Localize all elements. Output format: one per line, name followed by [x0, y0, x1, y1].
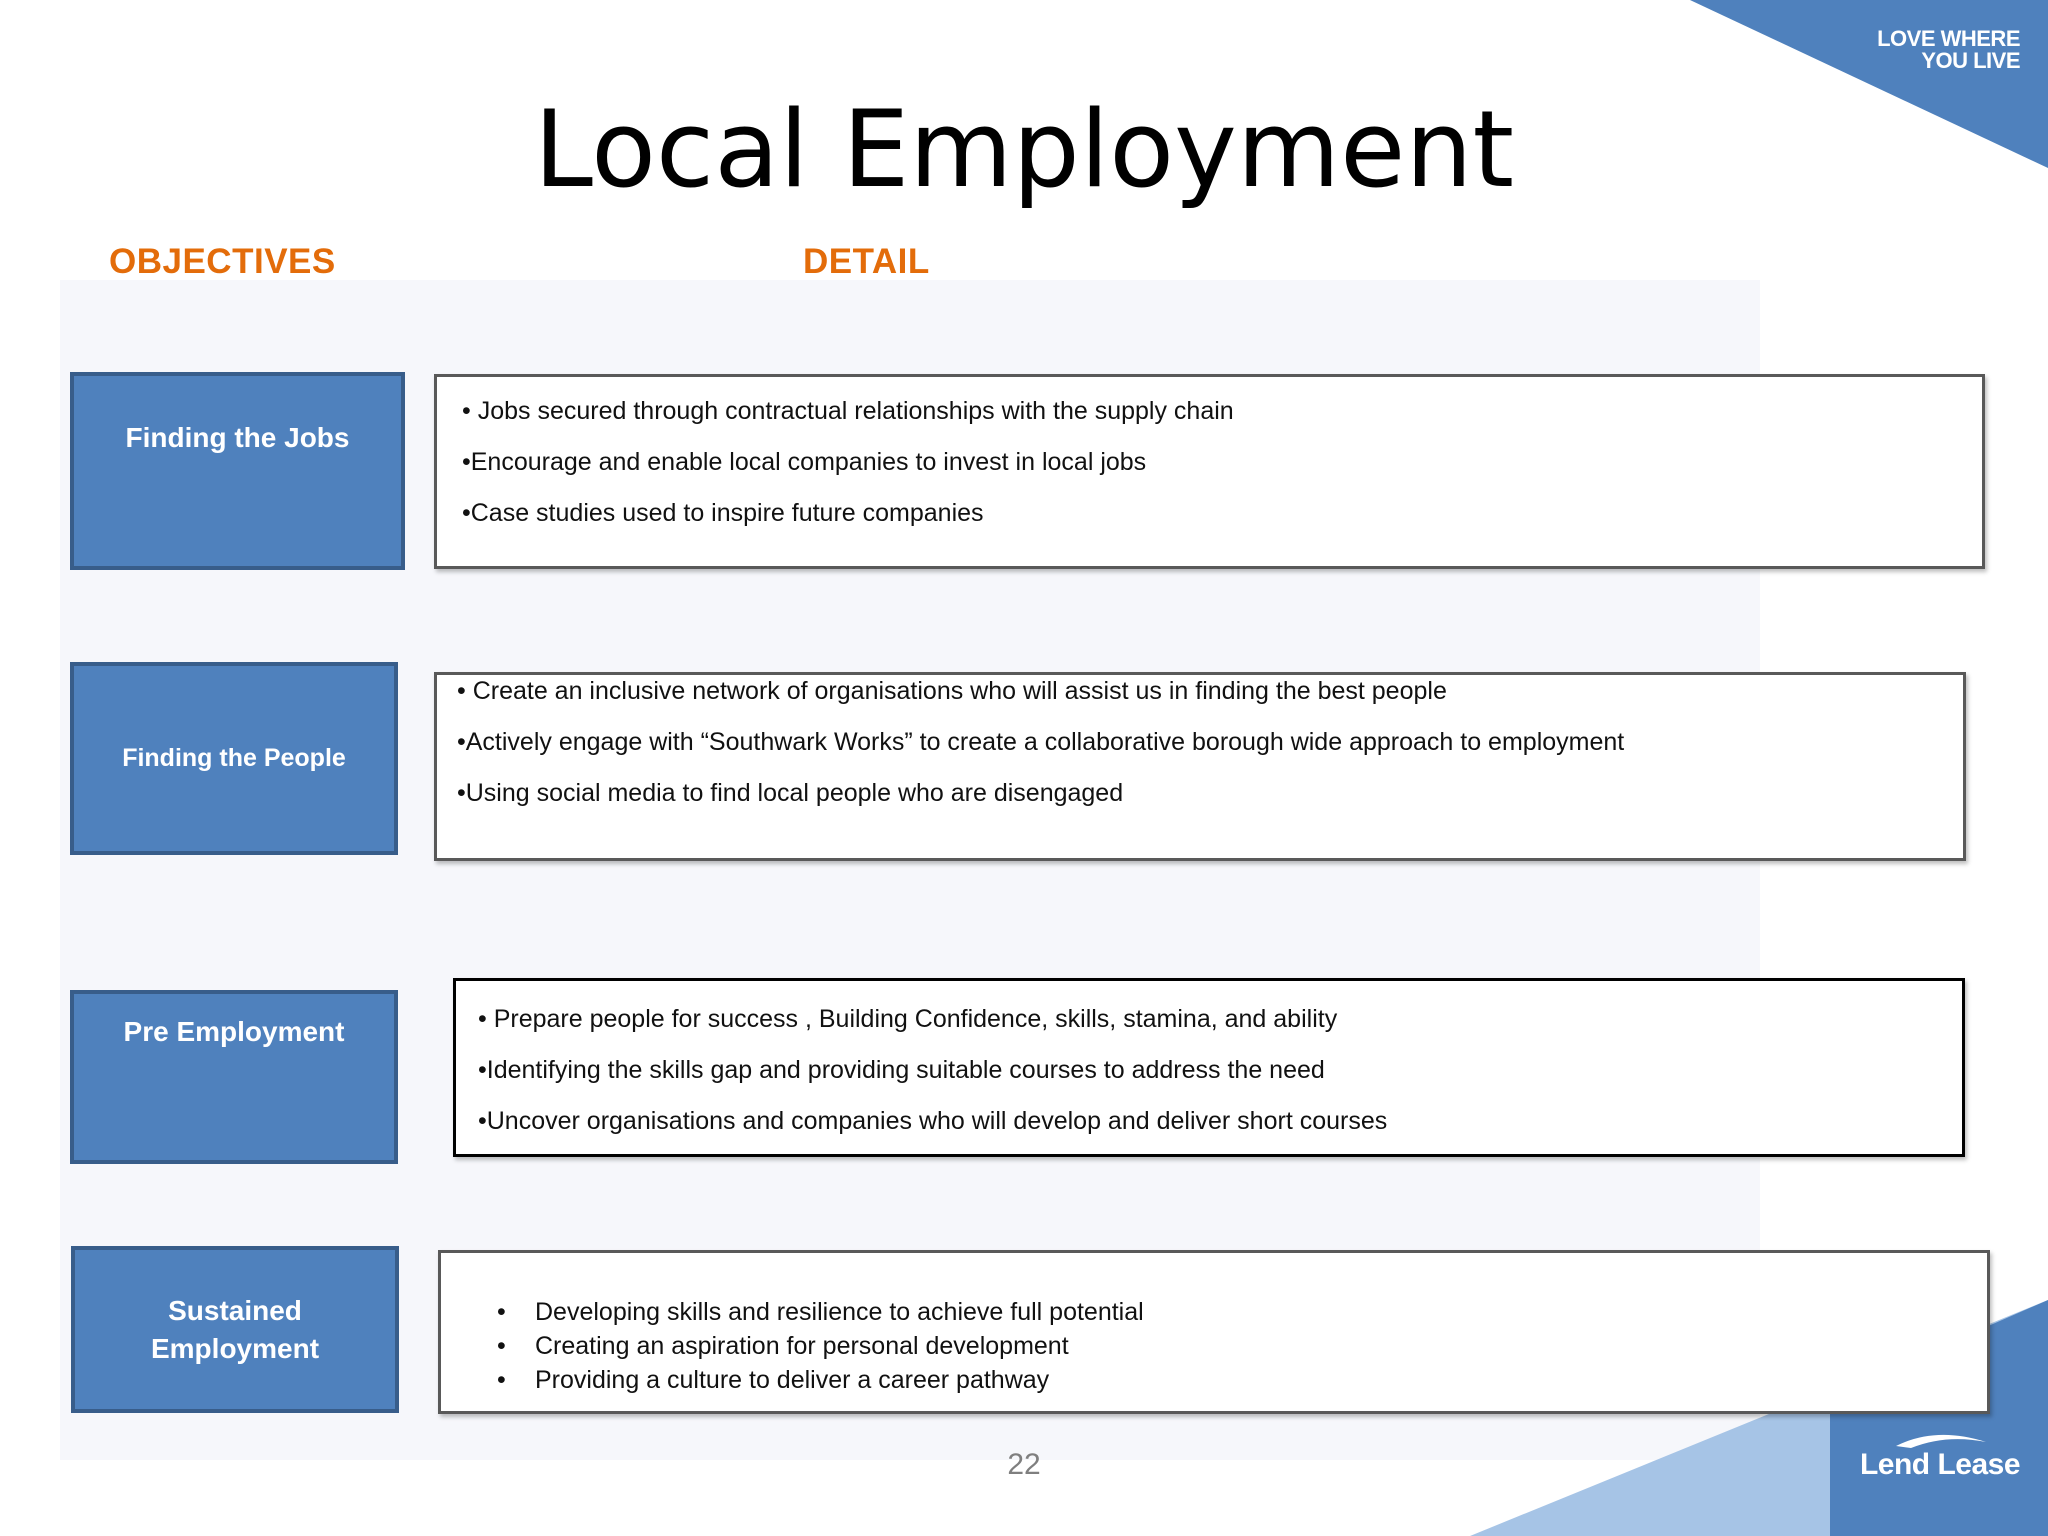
- list-item: [497, 1363, 1987, 1397]
- bullet-icon: •: [497, 1332, 506, 1360]
- slide-title: Local Employment: [533, 88, 1515, 211]
- detail-finding-people: [434, 672, 1966, 861]
- list-item: [497, 1295, 1987, 1329]
- objective-label: Pre Employment: [123, 1016, 345, 1047]
- objective-label: Finding the Jobs: [125, 422, 350, 453]
- detail-line: •Case studies used to inspire future companies: [462, 499, 984, 527]
- bullet-icon: •: [497, 1366, 506, 1394]
- objective-finding-jobs: [70, 372, 405, 570]
- detail-line: Providing a culture to deliver a career pathway: [535, 1366, 1050, 1394]
- objective-pre-employment: [70, 990, 398, 1164]
- detail-line: • Prepare people for success , Building Confidence, skills, stamina, and ability: [478, 1005, 1338, 1033]
- objective-label-line2: Employment: [150, 1332, 320, 1364]
- detail-line: •Using social media to find local people who are disengaged: [457, 779, 1124, 807]
- objective-label-line1: Sustained: [168, 1294, 302, 1326]
- page-number: 22: [1007, 1448, 1041, 1481]
- detail-line: Creating an aspiration for personal development: [535, 1332, 1069, 1360]
- detail-line: •Actively engage with “Southwark Works” to create a collaborative borough wide approach to employment: [457, 728, 1625, 756]
- detail-pre-employment: [453, 978, 1965, 1157]
- bullet-icon: •: [497, 1298, 506, 1326]
- detail-line: • Jobs secured through contractual relationships with the supply chain: [462, 397, 1234, 425]
- logo-text: Lend Lease: [1859, 1448, 2021, 1481]
- tagline-line2: YOU LIVE: [1921, 48, 2020, 73]
- detail-line: •Identifying the skills gap and providing suitable courses to address the need: [478, 1056, 1325, 1084]
- detail-line: •Encourage and enable local companies to invest in local jobs: [462, 448, 1147, 476]
- tagline-line1: LOVE WHERE: [1877, 26, 2020, 51]
- objective-label: Finding the People: [122, 744, 346, 772]
- list-item: [497, 1329, 1987, 1363]
- tagline: [1877, 28, 2020, 72]
- detail-line: • Create an inclusive network of organisations who will assist us in finding the best people: [457, 677, 1447, 705]
- detail-line: Developing skills and resilience to achieve full potential: [535, 1298, 1144, 1326]
- detail-header: DETAIL: [803, 242, 930, 281]
- objective-sustained-employment: [71, 1246, 399, 1413]
- detail-finding-jobs: [434, 374, 1985, 569]
- detail-sustained-employment: [438, 1250, 1990, 1414]
- detail-bullet-list: [497, 1295, 1987, 1397]
- objectives-header: OBJECTIVES: [109, 242, 336, 281]
- objective-finding-people: [70, 662, 398, 855]
- detail-line: •Uncover organisations and companies who will develop and deliver short courses: [478, 1107, 1388, 1135]
